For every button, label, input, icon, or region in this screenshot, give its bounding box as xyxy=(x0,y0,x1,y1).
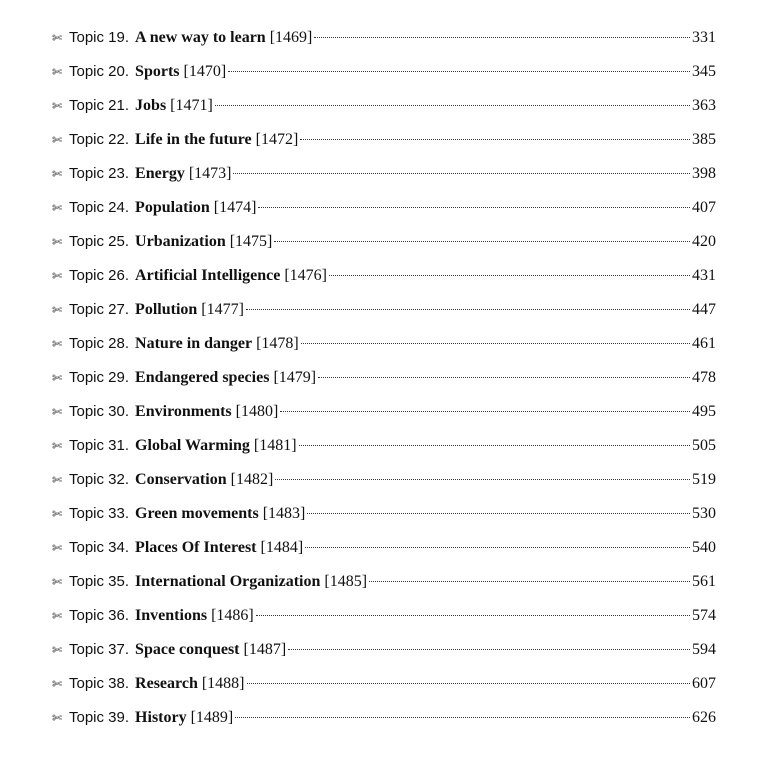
page-number: 363 xyxy=(692,97,716,114)
scissors-icon: ✄ xyxy=(52,31,63,45)
topic-number: Topic 38. xyxy=(69,675,130,692)
topic-title: Artificial Intelligence xyxy=(135,267,281,284)
topic-title: Jobs xyxy=(135,97,167,114)
topic-code: [1477] xyxy=(201,301,244,318)
topic-code: [1489] xyxy=(190,709,234,726)
page-number: 478 xyxy=(692,369,716,386)
dot-leader xyxy=(247,683,691,684)
topic-code: [1482] xyxy=(230,471,274,488)
scissors-icon: ✄ xyxy=(52,269,63,283)
topic-code: [1480] xyxy=(235,403,279,420)
topic-title: Inventions xyxy=(135,607,208,624)
toc-entry-1[interactable] xyxy=(52,26,716,60)
dot-leader xyxy=(305,547,690,548)
scissors-icon: ✄ xyxy=(52,235,63,249)
topic-number: Topic 39. xyxy=(69,709,130,726)
toc-entry-10[interactable] xyxy=(52,332,716,366)
toc-entry-6[interactable] xyxy=(52,196,716,230)
page-number: 407 xyxy=(692,199,716,216)
dot-leader xyxy=(307,513,690,514)
table-of-contents xyxy=(52,26,716,740)
dot-leader xyxy=(215,105,690,106)
dot-leader xyxy=(318,377,690,378)
topic-title: A new way to learn xyxy=(135,29,266,46)
topic-code: [1484] xyxy=(260,539,304,556)
topic-title: Life in the future xyxy=(135,131,252,148)
scissors-icon: ✄ xyxy=(52,711,63,725)
topic-number: Topic 24. xyxy=(69,199,130,216)
topic-title: Urbanization xyxy=(135,233,226,250)
topic-number: Topic 20. xyxy=(69,63,130,80)
topic-code: [1469] xyxy=(269,29,313,46)
topic-number: Topic 27. xyxy=(69,301,130,318)
dot-leader xyxy=(258,207,690,208)
topic-code: [1475] xyxy=(229,233,273,250)
toc-entry-12[interactable] xyxy=(52,400,716,434)
topic-number: Topic 29. xyxy=(69,369,130,386)
topic-number: Topic 25. xyxy=(69,233,130,250)
topic-number: Topic 32. xyxy=(69,471,130,488)
topic-code: [1478] xyxy=(256,335,299,352)
dot-leader xyxy=(274,241,690,242)
toc-entry-3[interactable] xyxy=(52,94,716,128)
page-number: 574 xyxy=(692,607,716,624)
page-number: 530 xyxy=(692,505,716,522)
topic-title: Global Warming xyxy=(135,437,250,454)
toc-entry-8[interactable] xyxy=(52,264,716,298)
topic-code: [1485] xyxy=(324,573,368,590)
page-number: 594 xyxy=(692,641,716,658)
toc-entry-18[interactable] xyxy=(52,604,716,638)
topic-code: [1488] xyxy=(201,675,245,692)
page-number: 561 xyxy=(692,573,716,590)
scissors-icon: ✄ xyxy=(52,439,63,453)
toc-entry-5[interactable] xyxy=(52,162,716,196)
topic-title: History xyxy=(135,709,187,726)
page-number: 607 xyxy=(692,675,716,692)
topic-number: Topic 35. xyxy=(69,573,130,590)
dot-leader xyxy=(256,615,690,616)
topic-title: Pollution xyxy=(135,301,198,318)
topic-title: Space conquest xyxy=(135,641,240,658)
page-number: 495 xyxy=(692,403,716,420)
topic-number: Topic 31. xyxy=(69,437,130,454)
scissors-icon: ✄ xyxy=(52,167,63,181)
topic-code: [1479] xyxy=(273,369,317,386)
page-number: 420 xyxy=(692,233,716,250)
topic-code: [1473] xyxy=(188,165,232,182)
toc-entry-9[interactable] xyxy=(52,298,716,332)
toc-entry-16[interactable] xyxy=(52,536,716,570)
topic-title: Sports xyxy=(135,63,180,80)
scissors-icon: ✄ xyxy=(52,337,63,351)
page-number: 461 xyxy=(692,335,716,352)
toc-entry-21[interactable] xyxy=(52,706,716,740)
page-number: 431 xyxy=(692,267,716,284)
topic-title: Research xyxy=(135,675,198,692)
topic-number: Topic 23. xyxy=(69,165,130,182)
topic-code: [1487] xyxy=(243,641,287,658)
dot-leader xyxy=(280,411,690,412)
topic-number: Topic 26. xyxy=(69,267,130,284)
scissors-icon: ✄ xyxy=(52,677,63,691)
toc-entry-11[interactable] xyxy=(52,366,716,400)
topic-code: [1471] xyxy=(170,97,213,114)
dot-leader xyxy=(301,343,690,344)
scissors-icon: ✄ xyxy=(52,65,63,79)
scissors-icon: ✄ xyxy=(52,371,63,385)
topic-number: Topic 19. xyxy=(69,29,130,46)
topic-title: International Organization xyxy=(135,573,321,590)
dot-leader xyxy=(233,173,690,174)
topic-code: [1481] xyxy=(253,437,297,454)
topic-title: Energy xyxy=(135,165,185,182)
scissors-icon: ✄ xyxy=(52,507,63,521)
topic-code: [1472] xyxy=(255,131,299,148)
scissors-icon: ✄ xyxy=(52,609,63,623)
page-number: 345 xyxy=(692,63,716,80)
toc-entry-20[interactable] xyxy=(52,672,716,706)
topic-title: Places Of Interest xyxy=(135,539,257,556)
toc-entry-7[interactable] xyxy=(52,230,716,264)
topic-title: Conservation xyxy=(135,471,227,488)
dot-leader xyxy=(314,37,690,38)
topic-title: Population xyxy=(135,199,210,216)
topic-number: Topic 37. xyxy=(69,641,130,658)
toc-entry-13[interactable] xyxy=(52,434,716,468)
topic-title: Endangered species xyxy=(135,369,270,386)
dot-leader xyxy=(300,139,690,140)
toc-entry-14[interactable] xyxy=(52,468,716,502)
toc-entry-4[interactable] xyxy=(52,128,716,162)
topic-number: Topic 22. xyxy=(69,131,130,148)
scissors-icon: ✄ xyxy=(52,473,63,487)
scissors-icon: ✄ xyxy=(52,133,63,147)
scissors-icon: ✄ xyxy=(52,541,63,555)
dot-leader xyxy=(299,445,690,446)
scissors-icon: ✄ xyxy=(52,575,63,589)
page-number: 505 xyxy=(692,437,716,454)
scissors-icon: ✄ xyxy=(52,201,63,215)
toc-entry-2[interactable] xyxy=(52,60,716,94)
scissors-icon: ✄ xyxy=(52,405,63,419)
topic-code: [1470] xyxy=(183,63,227,80)
topic-number: Topic 34. xyxy=(69,539,130,556)
page-number: 540 xyxy=(692,539,716,556)
page-number: 519 xyxy=(692,471,716,488)
topic-code: [1476] xyxy=(284,267,327,284)
topic-number: Topic 28. xyxy=(69,335,130,352)
scissors-icon: ✄ xyxy=(52,643,63,657)
page-number: 398 xyxy=(692,165,716,182)
page-number: 626 xyxy=(692,709,716,726)
page-number: 447 xyxy=(692,301,716,318)
dot-leader xyxy=(369,581,690,582)
topic-code: [1483] xyxy=(262,505,306,522)
dot-leader xyxy=(288,649,690,650)
scissors-icon: ✄ xyxy=(52,303,63,317)
topic-title: Environments xyxy=(135,403,232,420)
page-number: 331 xyxy=(692,29,716,46)
dot-leader xyxy=(246,309,690,310)
topic-number: Topic 36. xyxy=(69,607,130,624)
dot-leader xyxy=(329,275,690,276)
topic-title: Nature in danger xyxy=(135,335,253,352)
dot-leader xyxy=(275,479,690,480)
topic-title: Green movements xyxy=(135,505,259,522)
page-number: 385 xyxy=(692,131,716,148)
topic-code: [1486] xyxy=(211,607,254,624)
topic-number: Topic 30. xyxy=(69,403,130,420)
toc-entry-15[interactable] xyxy=(52,502,716,536)
scissors-icon: ✄ xyxy=(52,99,63,113)
topic-code: [1474] xyxy=(213,199,257,216)
toc-entry-19[interactable] xyxy=(52,638,716,672)
topic-number: Topic 21. xyxy=(69,97,130,114)
dot-leader xyxy=(235,717,690,718)
toc-entry-17[interactable] xyxy=(52,570,716,604)
topic-number: Topic 33. xyxy=(69,505,130,522)
dot-leader xyxy=(228,71,690,72)
